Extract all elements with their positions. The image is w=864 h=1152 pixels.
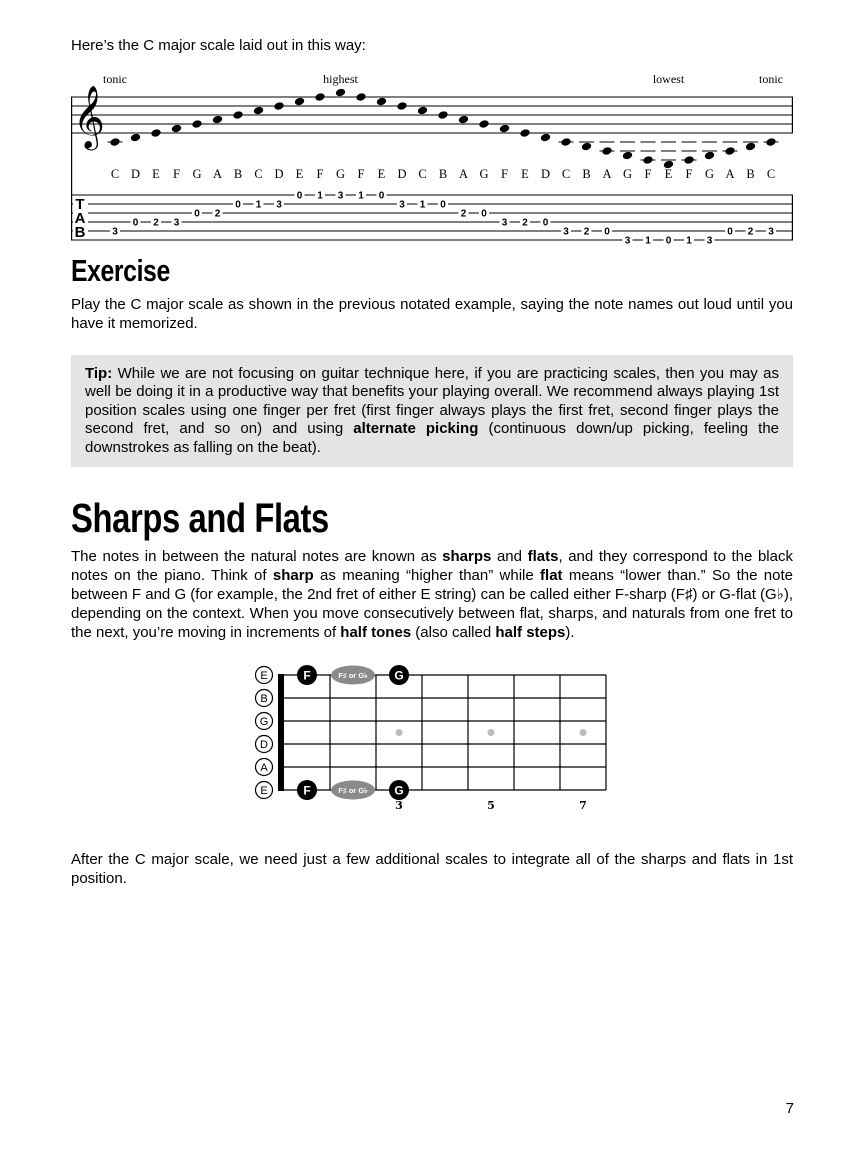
- natural-marker-label: G: [394, 783, 404, 798]
- note-name: B: [582, 167, 591, 181]
- note-name: G: [704, 167, 715, 181]
- note-name: G: [479, 167, 489, 181]
- staff-label: lowest: [652, 72, 685, 86]
- note-name: D: [397, 167, 407, 181]
- note-name: F: [644, 167, 652, 181]
- note-name: E: [152, 167, 160, 181]
- tab-fret-number: 2: [522, 217, 528, 229]
- tab-fret-number: 1: [419, 199, 426, 211]
- exercise-heading-text: Exercise: [71, 253, 170, 288]
- tab-fret-number: 0: [727, 226, 733, 238]
- note-name: G: [192, 167, 202, 181]
- inlay-dot: [488, 729, 495, 736]
- note-name: C: [766, 167, 776, 181]
- tab-letter: T: [75, 196, 85, 213]
- note-head: [581, 142, 592, 152]
- note-name: F: [173, 167, 180, 181]
- note-head: [150, 128, 161, 138]
- note-name: E: [377, 167, 386, 181]
- note-head: [355, 92, 366, 102]
- tab-fret-number: 3: [624, 235, 631, 247]
- tab-fret-number: 3: [173, 217, 180, 229]
- exercise-heading: [71, 255, 793, 288]
- inlay-dot: [396, 729, 403, 736]
- note-head: [171, 124, 182, 134]
- note-name: A: [212, 167, 223, 181]
- note-name: C: [254, 167, 263, 181]
- note-head: [540, 133, 551, 143]
- accidental-marker-label: F♯ or G♭: [338, 785, 368, 795]
- fret-wires: [330, 675, 606, 790]
- sharps-and-flats-heading: [71, 497, 793, 540]
- closing-paragraph: After the C major scale, we need just a few additional scales to integrate all of the sharps and flats in 1st position.: [71, 851, 793, 888]
- staff-and-tab-system: [71, 71, 793, 247]
- staff-guide-labels: [103, 72, 783, 86]
- fretboard-diagram: [252, 662, 612, 814]
- note-name: A: [602, 167, 612, 181]
- note-head: [335, 88, 346, 98]
- tab-fret-number: 0: [665, 235, 672, 247]
- note-markers: [297, 665, 409, 800]
- fret-number: 7: [579, 799, 587, 813]
- accidental-marker-label: F♯ or G♭: [338, 670, 368, 680]
- tab-clef-letters: [73, 196, 88, 241]
- fretboard-svg: [252, 662, 612, 814]
- staff-label: highest: [323, 72, 358, 86]
- note-name: D: [274, 167, 284, 181]
- note-head: [622, 151, 633, 161]
- string-label: D: [260, 739, 268, 752]
- note-names: [111, 167, 775, 181]
- inlay-dot: [580, 729, 587, 736]
- note-name: D: [540, 167, 551, 181]
- note-name: F: [316, 167, 324, 181]
- tab-fret-number: 1: [317, 190, 323, 202]
- note-head: [642, 155, 653, 165]
- sharps-and-flats-paragraph: The notes in between the natural notes are known as sharps and flats, and they correspond to the black notes on the piano. Think of sharp as meaning “higher than” while flat means “lower than.” So the note between F and G (for example, the 2nd fret of either E string) can be called either F-sharp (F♯) or G-flat (G♭), depending on the context. When you move consecutively between flat, sharps, and naturals from one fret to the next, you’re moving in increments of half tones (also called half steps).: [71, 548, 793, 642]
- string-label: E: [260, 670, 268, 683]
- tab-fret-number: 1: [645, 235, 651, 247]
- tab-letter: A: [74, 210, 86, 227]
- nut: [278, 674, 284, 791]
- note-name: F: [357, 167, 365, 181]
- note-head: [560, 137, 571, 147]
- tab-fret-number: 1: [255, 199, 262, 211]
- tip-box: [71, 355, 793, 468]
- natural-marker-label: G: [394, 668, 404, 683]
- tab-fret-number: 0: [296, 190, 303, 202]
- string-label: A: [260, 762, 268, 775]
- tab-fret-number: 0: [132, 217, 139, 229]
- note-name: F: [685, 167, 693, 181]
- tab-fret-number: 2: [153, 217, 159, 229]
- tab-numbers: [110, 191, 776, 247]
- note-head: [745, 142, 756, 152]
- page-number: 7: [785, 1100, 794, 1117]
- tab-fret-number: 0: [235, 199, 241, 211]
- natural-marker-label: F: [303, 783, 311, 798]
- note-head: [130, 133, 141, 143]
- tip-paragraph: Tip: While we are not focusing on guitar technique here, if you are practicing scales, then you may as well be doing it in a productive way that benefits your playing overall. We recommend always playing 1st position scales using one finger per fret (first finger always plays the first fret, second finger plays the second fret, and so on) and using alternate picking (continuous down/up picking, feeling the downstrokes as falling on the beat).: [85, 364, 779, 456]
- note-name: G: [622, 167, 633, 181]
- note-name: F: [501, 167, 508, 181]
- note-head: [253, 106, 264, 116]
- note-head: [724, 146, 735, 156]
- staff-label: tonic: [759, 72, 783, 86]
- note-name: A: [458, 167, 469, 181]
- tab-fret-number: 0: [604, 226, 610, 238]
- note-name: B: [746, 167, 755, 181]
- note-head: [765, 137, 776, 147]
- treble-clef-icon: 𝄞: [73, 85, 105, 148]
- string-label: B: [260, 693, 268, 706]
- tab-fret-number: 0: [440, 199, 446, 211]
- fret-numbers: [395, 799, 587, 812]
- string-label: G: [259, 716, 269, 729]
- natural-marker-label: F: [303, 668, 311, 683]
- fret-number: 3: [395, 799, 403, 813]
- string-label: E: [260, 785, 268, 798]
- note-head: [519, 128, 530, 138]
- tab-fret-number: 2: [747, 226, 754, 238]
- exercise-paragraph: Play the C major scale as shown in the previous notated example, saying the note names out loud until you have it memorized.: [71, 295, 793, 332]
- note-head: [601, 146, 612, 156]
- note-head: [396, 101, 407, 111]
- tab-fret-number: 3: [276, 199, 282, 211]
- note-name: E: [295, 167, 304, 181]
- tab-fret-number: 0: [481, 208, 487, 220]
- fret-number: 5: [487, 799, 495, 813]
- inlay-dots: [396, 729, 587, 736]
- note-name: C: [418, 167, 427, 181]
- note-name: C: [561, 167, 571, 181]
- tab-fret-number: 3: [112, 226, 118, 238]
- intro-text: Here’s the C major scale laid out in this way:: [71, 37, 366, 54]
- note-head: [704, 151, 715, 161]
- note-name: D: [130, 167, 141, 181]
- note-name: B: [438, 167, 448, 181]
- note-name: E: [521, 167, 529, 181]
- string-name-labels: [256, 667, 273, 799]
- note-head: [294, 97, 305, 107]
- note-name: A: [725, 167, 735, 181]
- tab-fret-number: 3: [337, 190, 344, 202]
- note-head: [417, 106, 428, 116]
- tab-fret-number: 3: [563, 226, 569, 238]
- note-head: [109, 137, 120, 147]
- ledger-lines: [108, 142, 779, 160]
- music-example: [71, 71, 793, 247]
- note-name: G: [335, 167, 346, 181]
- tab-fret-number: 3: [399, 199, 405, 211]
- note-head: [683, 155, 694, 165]
- note-head: [314, 92, 325, 102]
- tab-fret-number: 3: [706, 235, 713, 247]
- note-name: C: [110, 167, 120, 181]
- note-head: [478, 119, 489, 129]
- tab-letter: B: [74, 224, 86, 241]
- tab-fret-number: 2: [214, 208, 221, 220]
- tab-fret-number: 0: [194, 208, 200, 220]
- tab-fret-number: 1: [358, 190, 364, 202]
- sharps-and-flats-heading-text: Sharps and Flats: [71, 495, 329, 542]
- note-head: [232, 110, 243, 120]
- note-head: [376, 97, 387, 107]
- note-heads: [109, 88, 776, 170]
- note-head: [191, 119, 202, 129]
- tab-fret-number: 2: [460, 208, 467, 220]
- staff-label: tonic: [103, 72, 127, 86]
- note-name: B: [233, 167, 243, 181]
- strings: [284, 675, 606, 790]
- note-head: [212, 115, 223, 125]
- tab-fret-number: 1: [686, 235, 692, 247]
- note-head: [437, 110, 448, 120]
- note-head: [273, 101, 284, 111]
- note-head: [499, 124, 510, 134]
- tab-fret-number: 3: [768, 226, 774, 238]
- tab-fret-number: 0: [378, 190, 385, 202]
- note-head: [458, 115, 469, 125]
- tab-fret-number: 2: [583, 226, 590, 238]
- tab-fret-number: 3: [501, 217, 508, 229]
- tab-fret-number: 0: [542, 217, 549, 229]
- note-name: E: [664, 167, 673, 181]
